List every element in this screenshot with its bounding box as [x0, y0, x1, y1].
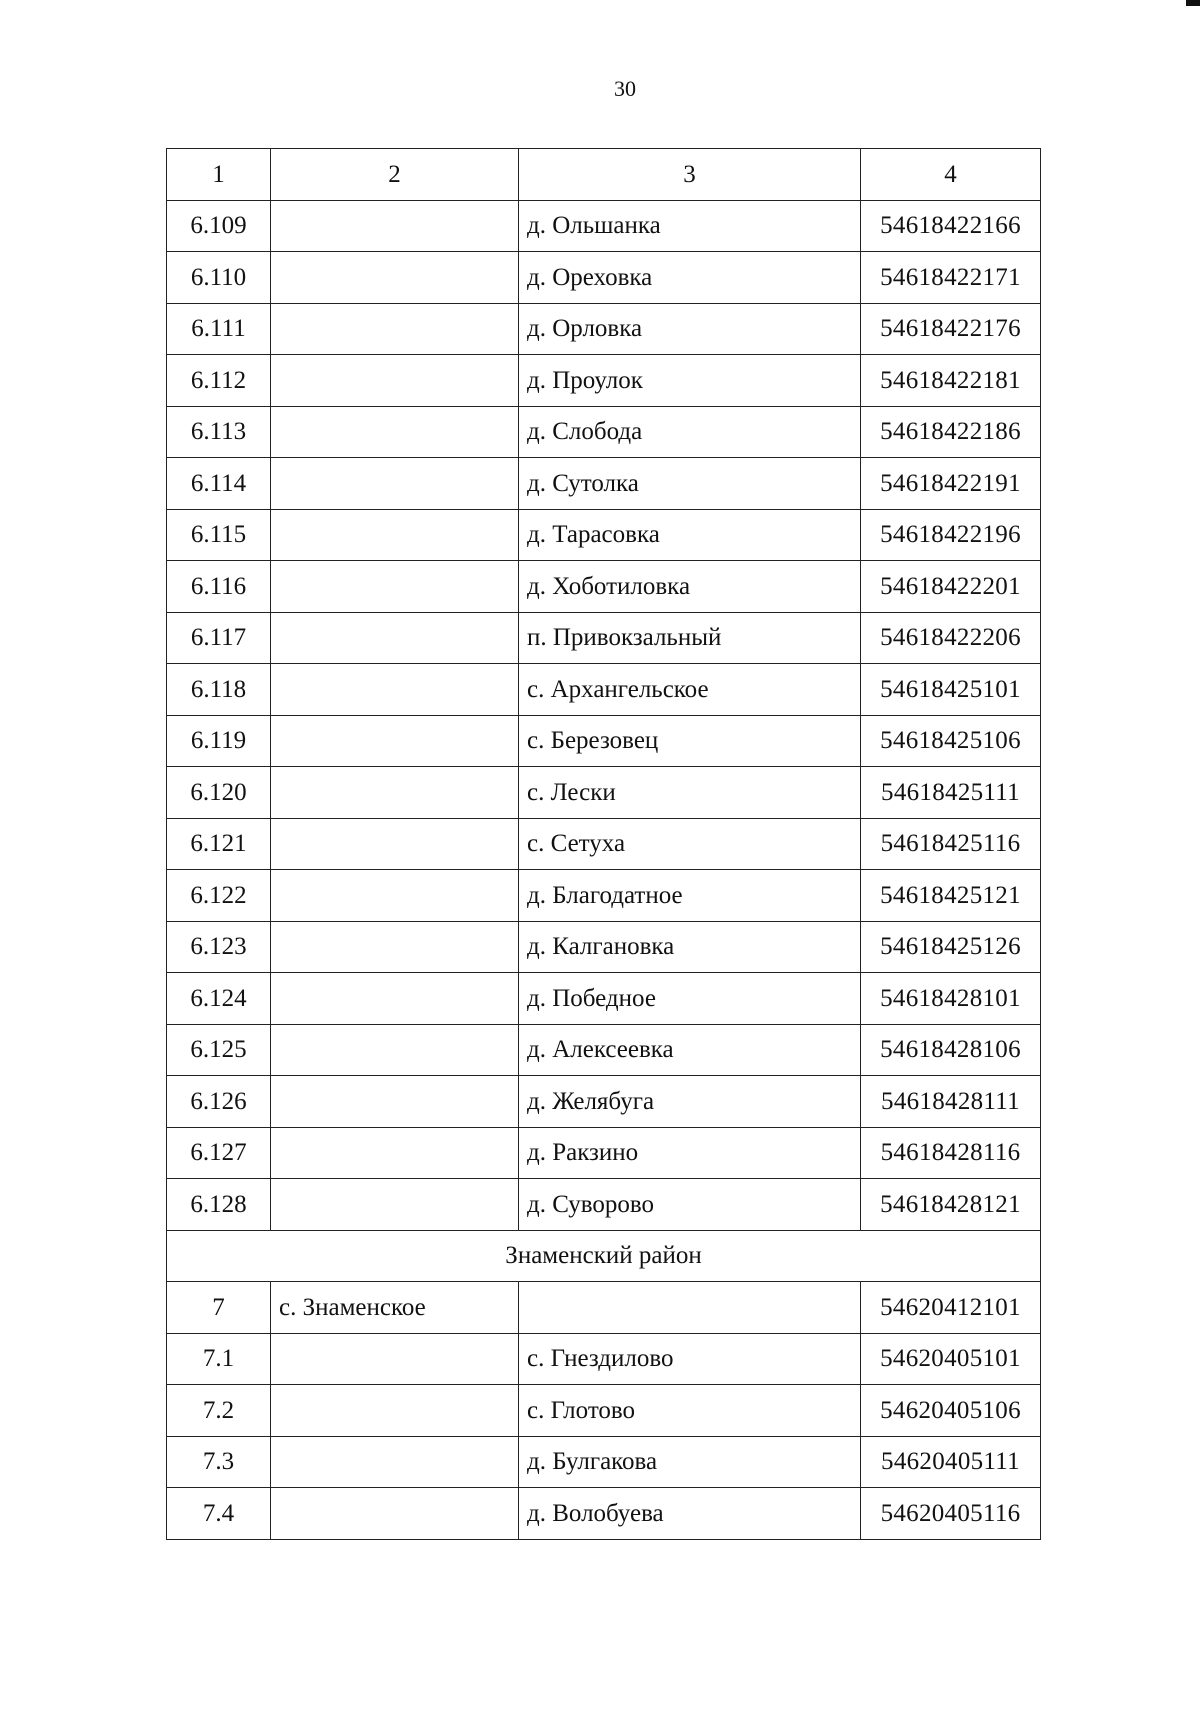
row-number-cell: 6.124 — [167, 973, 271, 1025]
table-row — [167, 973, 1041, 1025]
settlement-name-cell: д. Орловка — [519, 303, 861, 355]
settlement-name-cell: д. Ольшанка — [519, 200, 861, 252]
row-number-cell: 7.1 — [167, 1333, 271, 1385]
table-row — [167, 1436, 1041, 1488]
table-row — [167, 818, 1041, 870]
settlement-name-cell: д. Калгановка — [519, 921, 861, 973]
oktmo-code-cell: 54620412101 — [861, 1282, 1041, 1334]
oktmo-code-cell: 54618422181 — [861, 355, 1041, 407]
row-number-cell: 6.112 — [167, 355, 271, 407]
header-col-3: 3 — [519, 149, 861, 201]
oktmo-code-cell: 54618428116 — [861, 1127, 1041, 1179]
table-body — [167, 149, 1041, 1540]
table-row — [167, 1488, 1041, 1540]
table-row — [167, 767, 1041, 819]
row-number-cell: 6.127 — [167, 1127, 271, 1179]
row-number-cell: 6.126 — [167, 1076, 271, 1128]
row-number-cell: 6.114 — [167, 458, 271, 510]
page-number: 30 — [614, 76, 636, 101]
oktmo-code-cell: 54618428111 — [861, 1076, 1041, 1128]
table-row — [167, 1333, 1041, 1385]
oktmo-code-cell: 54618422166 — [861, 200, 1041, 252]
table-row — [167, 406, 1041, 458]
oktmo-code-cell: 54618425106 — [861, 715, 1041, 767]
row-number-cell: 6.110 — [167, 252, 271, 304]
row-number-cell: 7.3 — [167, 1436, 271, 1488]
settlement-name-cell: д. Волобуева — [519, 1488, 861, 1540]
district-section-title: Знаменский район — [167, 1230, 1041, 1282]
oktmo-code-cell: 54620405101 — [861, 1333, 1041, 1385]
admin-center-cell — [271, 406, 519, 458]
settlement-name-cell: с. Березовец — [519, 715, 861, 767]
table-row — [167, 1076, 1041, 1128]
admin-center-cell — [271, 1333, 519, 1385]
row-number-cell: 6.119 — [167, 715, 271, 767]
settlement-name-cell: д. Тарасовка — [519, 509, 861, 561]
table-header-row — [167, 149, 1041, 201]
oktmo-code-cell: 54618425111 — [861, 767, 1041, 819]
settlement-name-cell: с. Лески — [519, 767, 861, 819]
row-number-cell: 6.125 — [167, 1024, 271, 1076]
settlement-name-cell: д. Булгакова — [519, 1436, 861, 1488]
oktmo-code-cell: 54618428106 — [861, 1024, 1041, 1076]
table-row — [167, 1179, 1041, 1231]
admin-center-cell — [271, 818, 519, 870]
table-row — [167, 870, 1041, 922]
admin-center-cell — [271, 1076, 519, 1128]
admin-center-cell — [271, 921, 519, 973]
settlement-name-cell: д. Суворово — [519, 1179, 861, 1231]
settlement-name-cell: д. Ракзино — [519, 1127, 861, 1179]
oktmo-code-cell: 54618428101 — [861, 973, 1041, 1025]
row-number-cell: 6.116 — [167, 561, 271, 613]
settlement-name-cell: с. Глотово — [519, 1385, 861, 1437]
row-number-cell: 6.111 — [167, 303, 271, 355]
header-col-2: 2 — [271, 149, 519, 201]
oktmo-code-cell: 54620405111 — [861, 1436, 1041, 1488]
oktmo-code-cell: 54618425126 — [861, 921, 1041, 973]
oktmo-code-cell: 54618428121 — [861, 1179, 1041, 1231]
admin-center-cell — [271, 1127, 519, 1179]
table-row — [167, 355, 1041, 407]
table-row — [167, 1127, 1041, 1179]
table-row — [167, 458, 1041, 510]
admin-center-cell — [271, 458, 519, 510]
admin-center-cell — [271, 355, 519, 407]
table-row — [167, 715, 1041, 767]
oktmo-code-cell: 54618422191 — [861, 458, 1041, 510]
header-col-1: 1 — [167, 149, 271, 201]
settlement-name-cell: д. Победное — [519, 973, 861, 1025]
settlements-table — [166, 148, 1041, 1540]
admin-center-cell — [271, 973, 519, 1025]
row-number-cell: 6.120 — [167, 767, 271, 819]
oktmo-code-cell: 54618422201 — [861, 561, 1041, 613]
admin-center-cell — [271, 715, 519, 767]
settlement-name-cell: д. Хоботиловка — [519, 561, 861, 613]
admin-center-cell — [271, 1179, 519, 1231]
row-number-cell: 6.121 — [167, 818, 271, 870]
header-col-4: 4 — [861, 149, 1041, 201]
oktmo-code-cell: 54618422206 — [861, 612, 1041, 664]
admin-center-cell — [271, 200, 519, 252]
row-number-cell: 6.118 — [167, 664, 271, 716]
oktmo-code-cell: 54618422186 — [861, 406, 1041, 458]
row-number-cell: 6.128 — [167, 1179, 271, 1231]
settlement-name-cell: д. Благодатное — [519, 870, 861, 922]
table-row — [167, 561, 1041, 613]
oktmo-code-cell: 54618422171 — [861, 252, 1041, 304]
admin-center-cell — [271, 1488, 519, 1540]
admin-center-cell — [271, 509, 519, 561]
settlement-name-cell: д. Алексеевка — [519, 1024, 861, 1076]
admin-center-cell — [271, 1385, 519, 1437]
table-row — [167, 252, 1041, 304]
settlement-name-cell: д. Ореховка — [519, 252, 861, 304]
admin-center-cell — [271, 767, 519, 819]
row-number-cell: 6.117 — [167, 612, 271, 664]
oktmo-code-cell: 54618425101 — [861, 664, 1041, 716]
admin-center-cell — [271, 561, 519, 613]
settlement-name-cell: с. Сетуха — [519, 818, 861, 870]
oktmo-code-cell: 54620405116 — [861, 1488, 1041, 1540]
table-row — [167, 303, 1041, 355]
oktmo-code-cell: 54618422196 — [861, 509, 1041, 561]
table-row — [167, 1385, 1041, 1437]
admin-center-cell: с. Знаменское — [271, 1282, 519, 1334]
settlement-name-cell: д. Сутолка — [519, 458, 861, 510]
settlement-name-cell: д. Желябуга — [519, 1076, 861, 1128]
table-row — [167, 1024, 1041, 1076]
settlement-name-cell: д. Слобода — [519, 406, 861, 458]
settlement-name-cell: д. Проулок — [519, 355, 861, 407]
settlement-name-cell: п. Привокзальный — [519, 612, 861, 664]
row-number-cell: 7.4 — [167, 1488, 271, 1540]
row-number-cell: 6.109 — [167, 200, 271, 252]
table-row — [167, 612, 1041, 664]
scan-corner-mark — [1186, 0, 1200, 6]
table-row — [167, 509, 1041, 561]
row-number-cell: 6.113 — [167, 406, 271, 458]
row-number-cell: 7 — [167, 1282, 271, 1334]
oktmo-code-cell: 54620405106 — [861, 1385, 1041, 1437]
settlement-name-cell: с. Архангельское — [519, 664, 861, 716]
table-row — [167, 1282, 1041, 1334]
oktmo-code-cell: 54618425121 — [861, 870, 1041, 922]
table-row — [167, 664, 1041, 716]
table-row — [167, 921, 1041, 973]
admin-center-cell — [271, 252, 519, 304]
admin-center-cell — [271, 1436, 519, 1488]
table-row — [167, 200, 1041, 252]
row-number-cell: 7.2 — [167, 1385, 271, 1437]
row-number-cell: 6.115 — [167, 509, 271, 561]
admin-center-cell — [271, 870, 519, 922]
settlement-name-cell: с. Гнездилово — [519, 1333, 861, 1385]
row-number-cell: 6.122 — [167, 870, 271, 922]
admin-center-cell — [271, 303, 519, 355]
oktmo-code-cell: 54618422176 — [861, 303, 1041, 355]
row-number-cell: 6.123 — [167, 921, 271, 973]
oktmo-code-cell: 54618425116 — [861, 818, 1041, 870]
admin-center-cell — [271, 664, 519, 716]
admin-center-cell — [271, 612, 519, 664]
admin-center-cell — [271, 1024, 519, 1076]
settlement-name-cell — [519, 1282, 861, 1334]
section-row — [167, 1230, 1041, 1282]
